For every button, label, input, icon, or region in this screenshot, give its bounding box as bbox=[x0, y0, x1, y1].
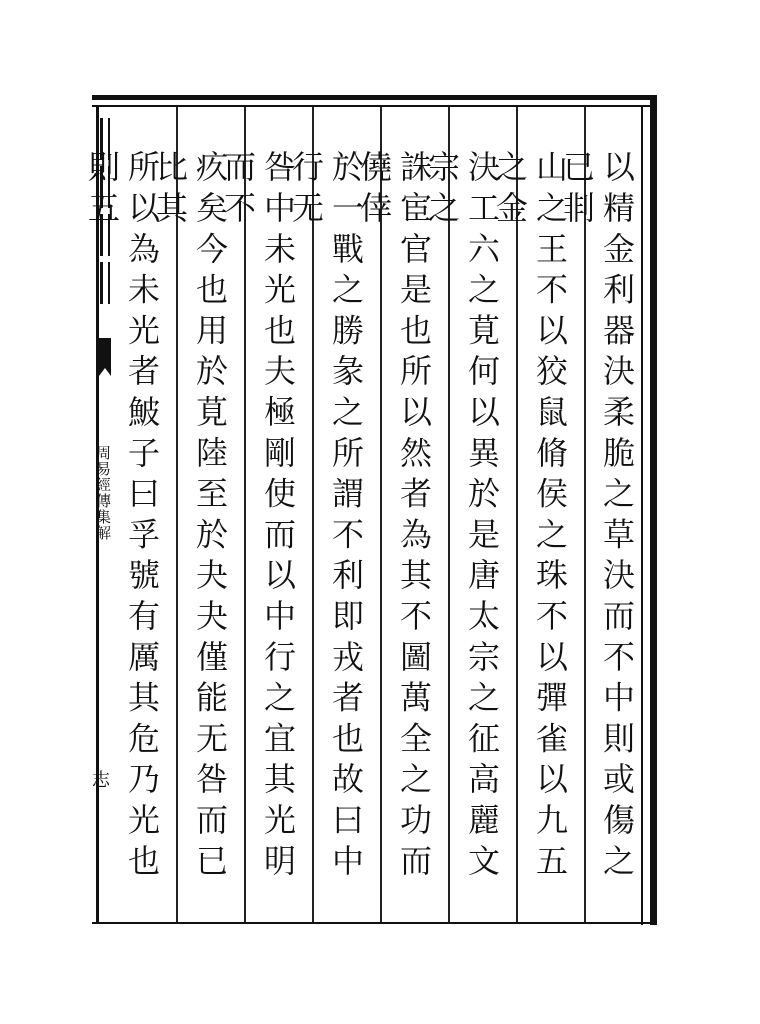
text-column: 疚矣今也用於莧陸至於夬夬僅能无咎而已比其 bbox=[151, 150, 229, 885]
text-column: 咎中未光也夫極剛使而以中行之宜其光明而不 bbox=[219, 150, 297, 885]
text-column: 誅宦官是也所以然者為其不圖萬全之功而僥倖 bbox=[355, 150, 433, 885]
margin-title: 周易經傳集解 bbox=[94, 445, 112, 541]
text-column: 山之王不以狡鼠脩侯之珠不以彈雀以九五之金 bbox=[491, 150, 569, 885]
text-column: 以精金利器決柔脆之草決而不中則或傷之已剕 bbox=[558, 150, 636, 885]
right-border-thick bbox=[650, 95, 657, 925]
fishtail-mark bbox=[99, 338, 111, 368]
text-column: 所以為未光者鮍子曰孚號有厲其危乃光也則五 bbox=[83, 150, 161, 885]
text-column: 決工六之莧何以異於是唐太宗之征高麗文宗之 bbox=[423, 150, 501, 885]
folio-number: 志 bbox=[89, 770, 110, 788]
right-border-thin bbox=[641, 105, 643, 925]
bottom-border bbox=[92, 922, 652, 924]
fishtail-notch bbox=[99, 368, 111, 376]
top-border-thick bbox=[92, 95, 654, 100]
text-column: 於一戰之勝彖之所謂不利即戎者也故曰中行无 bbox=[287, 150, 365, 885]
